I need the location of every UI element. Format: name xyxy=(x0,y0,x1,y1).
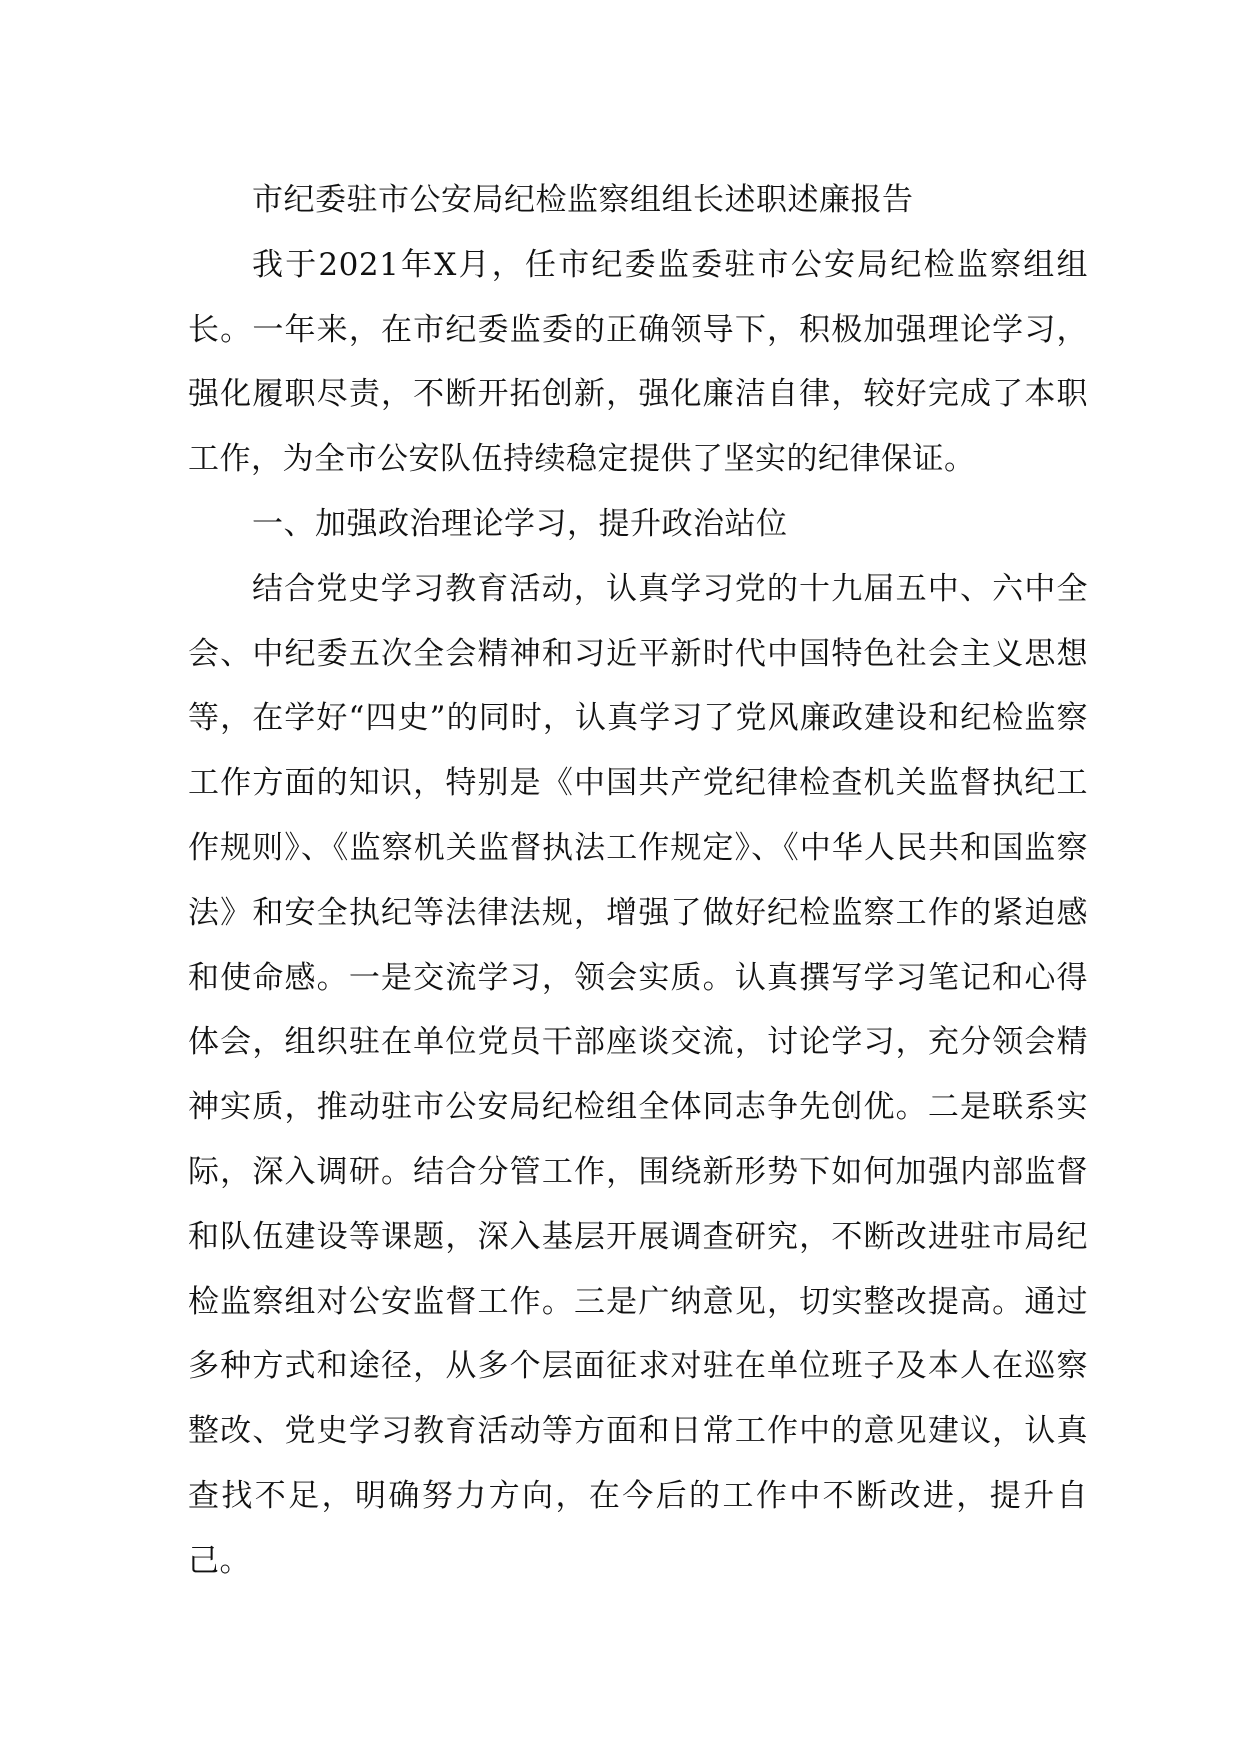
paragraph-body: 结合党史学习教育活动，认真学习党的十九届五中、六中全会、中纪委五次全会精神和习近平新时代中国特色社会主义思想等，在学好“四史”的同时，认真学习了党风廉政建设和纪检监察工作方面的知识，特别是《中国共产党纪律检查机关监督执纪工作规则》、《监察机关监督执法工作规定》、《中华人民共和国监察法》和安全执纪等法律法规，增强了做好纪检监察工作的紧迫感和使命感。一是交流学习，领会实质。认真撰写学习笔记和心得体会，组织驻在单位党员干部座谈交流，讨论学习，充分领会精神实质，推动驻市公安局纪检组全体同志争先创优。二是联系实际，深入调研。结合分管工作，围绕新形势下如何加强内部监督和队伍建设等课题，深入基层开展调查研究，不断改进驻市局纪检监察组对公安监督工作。三是广纳意见，切实整改提高。通过多种方式和途径，从多个层面征求对驻在单位班子及本人在巡察整改、党史学习教育活动等方面和日常工作中的意见建议，认真查找不足，明确努力方向，在今后的工作中不断改进，提升自己。 xyxy=(188,570,1088,1579)
section-heading: 一、加强政治理论学习，提升政治站位 xyxy=(252,505,788,542)
document-body xyxy=(188,168,1088,1594)
document-title: 市纪委驻市公安局纪检监察组组长述职述廉报告 xyxy=(252,182,914,218)
paragraph-intro: 我于2021年X月，任市纪委监委驻市公安局纪检监察组组长。一年来，在市纪委监委的正确领导下，积极加强理论学习，强化履职尽责，不断开拓创新，强化廉洁自律，较好完成了本职工作，为全市公安队伍持续稳定提供了坚实的纪律保证。 xyxy=(188,246,1088,478)
